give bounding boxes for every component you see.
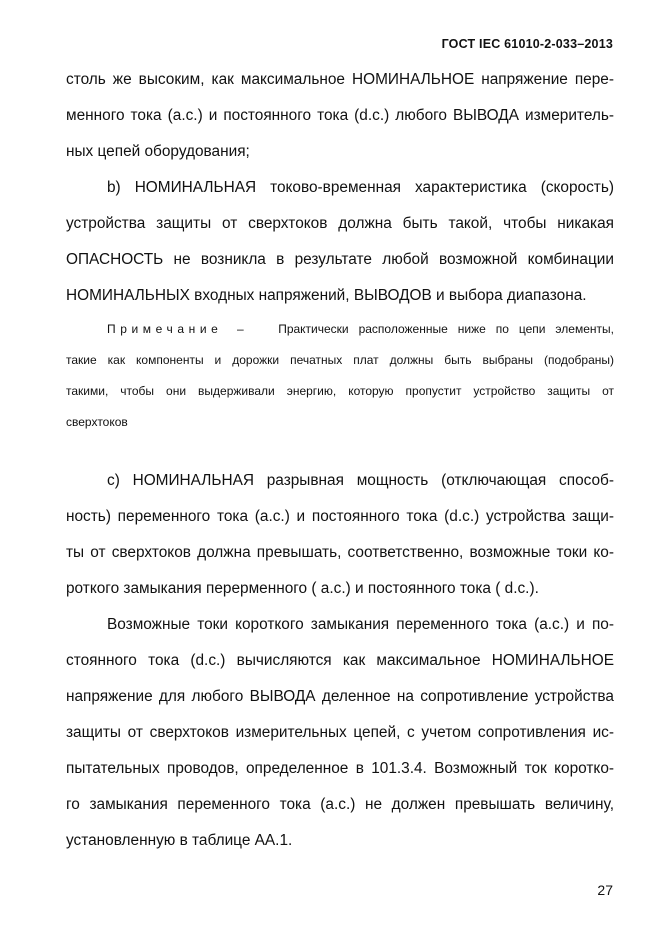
text-line: b) НОМИНАЛЬНАЯ токово-временная характеристика (скорость): [107, 179, 614, 196]
paragraph-item-b: [66, 170, 614, 314]
text-line: установленную в таблице АА.1.: [66, 832, 293, 849]
page-number: 27: [597, 882, 613, 898]
paragraph-short-circuit: [66, 607, 614, 859]
text-line: столь же высоким, как максимальное НОМИНАЛЬНОЕ напряжение пере-: [66, 71, 614, 88]
text-line: защиты от сверхтоков измерительных цепей, с учетом сопротивления ис-: [66, 724, 614, 741]
text-line: стоянного тока (d.c.) вычисляются как максимальное НОМИНАЛЬНОЕ: [66, 652, 614, 669]
text-line: ных цепей оборудования;: [66, 143, 250, 160]
text-line: ты от сверхтоков должна превышать, соответственно, возможные токи ко-: [66, 544, 614, 561]
text-line: го замыкания переменного тока (a.c.) не должен превышать величину,: [66, 796, 614, 813]
note-line: такие как компоненты и дорожки печатных плат должны быть выбраны (подобраны): [66, 353, 614, 367]
text-line: устройства защиты от сверхтоков должна быть такой, чтобы никакая: [66, 215, 614, 232]
text-line: ность) переменного тока (a.c.) и постоянного тока (d.c.) устройства защи-: [66, 508, 614, 525]
text-line: напряжение для любого ВЫВОДА деленное на сопротивление устройства: [66, 688, 614, 705]
text-line: пытательных проводов, определенное в 101.3.4. Возможный ток коротко-: [66, 760, 614, 777]
text-line: НОМИНАЛЬНЫХ входных напряжений, ВЫВОДОВ и выбора диапазона.: [66, 287, 587, 304]
text-line: роткого замыкания перерменного ( a.c.) и постоянного тока ( d.c.).: [66, 580, 539, 597]
paragraph-continuation: [66, 62, 614, 170]
text-line: c) НОМИНАЛЬНАЯ разрывная мощность (отключающая способ-: [107, 472, 614, 489]
text-line: Возможные токи короткого замыкания переменного тока (a.c.) и по-: [107, 616, 614, 633]
note-first-line: [66, 314, 614, 345]
text-line: менного тока (a.c.) и постоянного тока (d.c.) любого ВЫВОДА измеритель-: [66, 107, 614, 124]
note-block: [66, 314, 614, 438]
text-line: ОПАСНОСТЬ не возникла в результате любой возможной комбинации: [66, 251, 614, 268]
note-text: Практически расположенные ниже по цепи элементы,: [278, 322, 614, 336]
note-line: сверхтоков: [66, 415, 128, 429]
paragraph-item-c: [66, 463, 614, 607]
note-line: такими, чтобы они выдерживали энергию, которую пропустит устройство защиты от: [66, 384, 614, 398]
document-code-header: ГОСТ IEC 61010-2-033–2013: [441, 37, 613, 51]
note-label: Примечание –: [107, 322, 249, 336]
